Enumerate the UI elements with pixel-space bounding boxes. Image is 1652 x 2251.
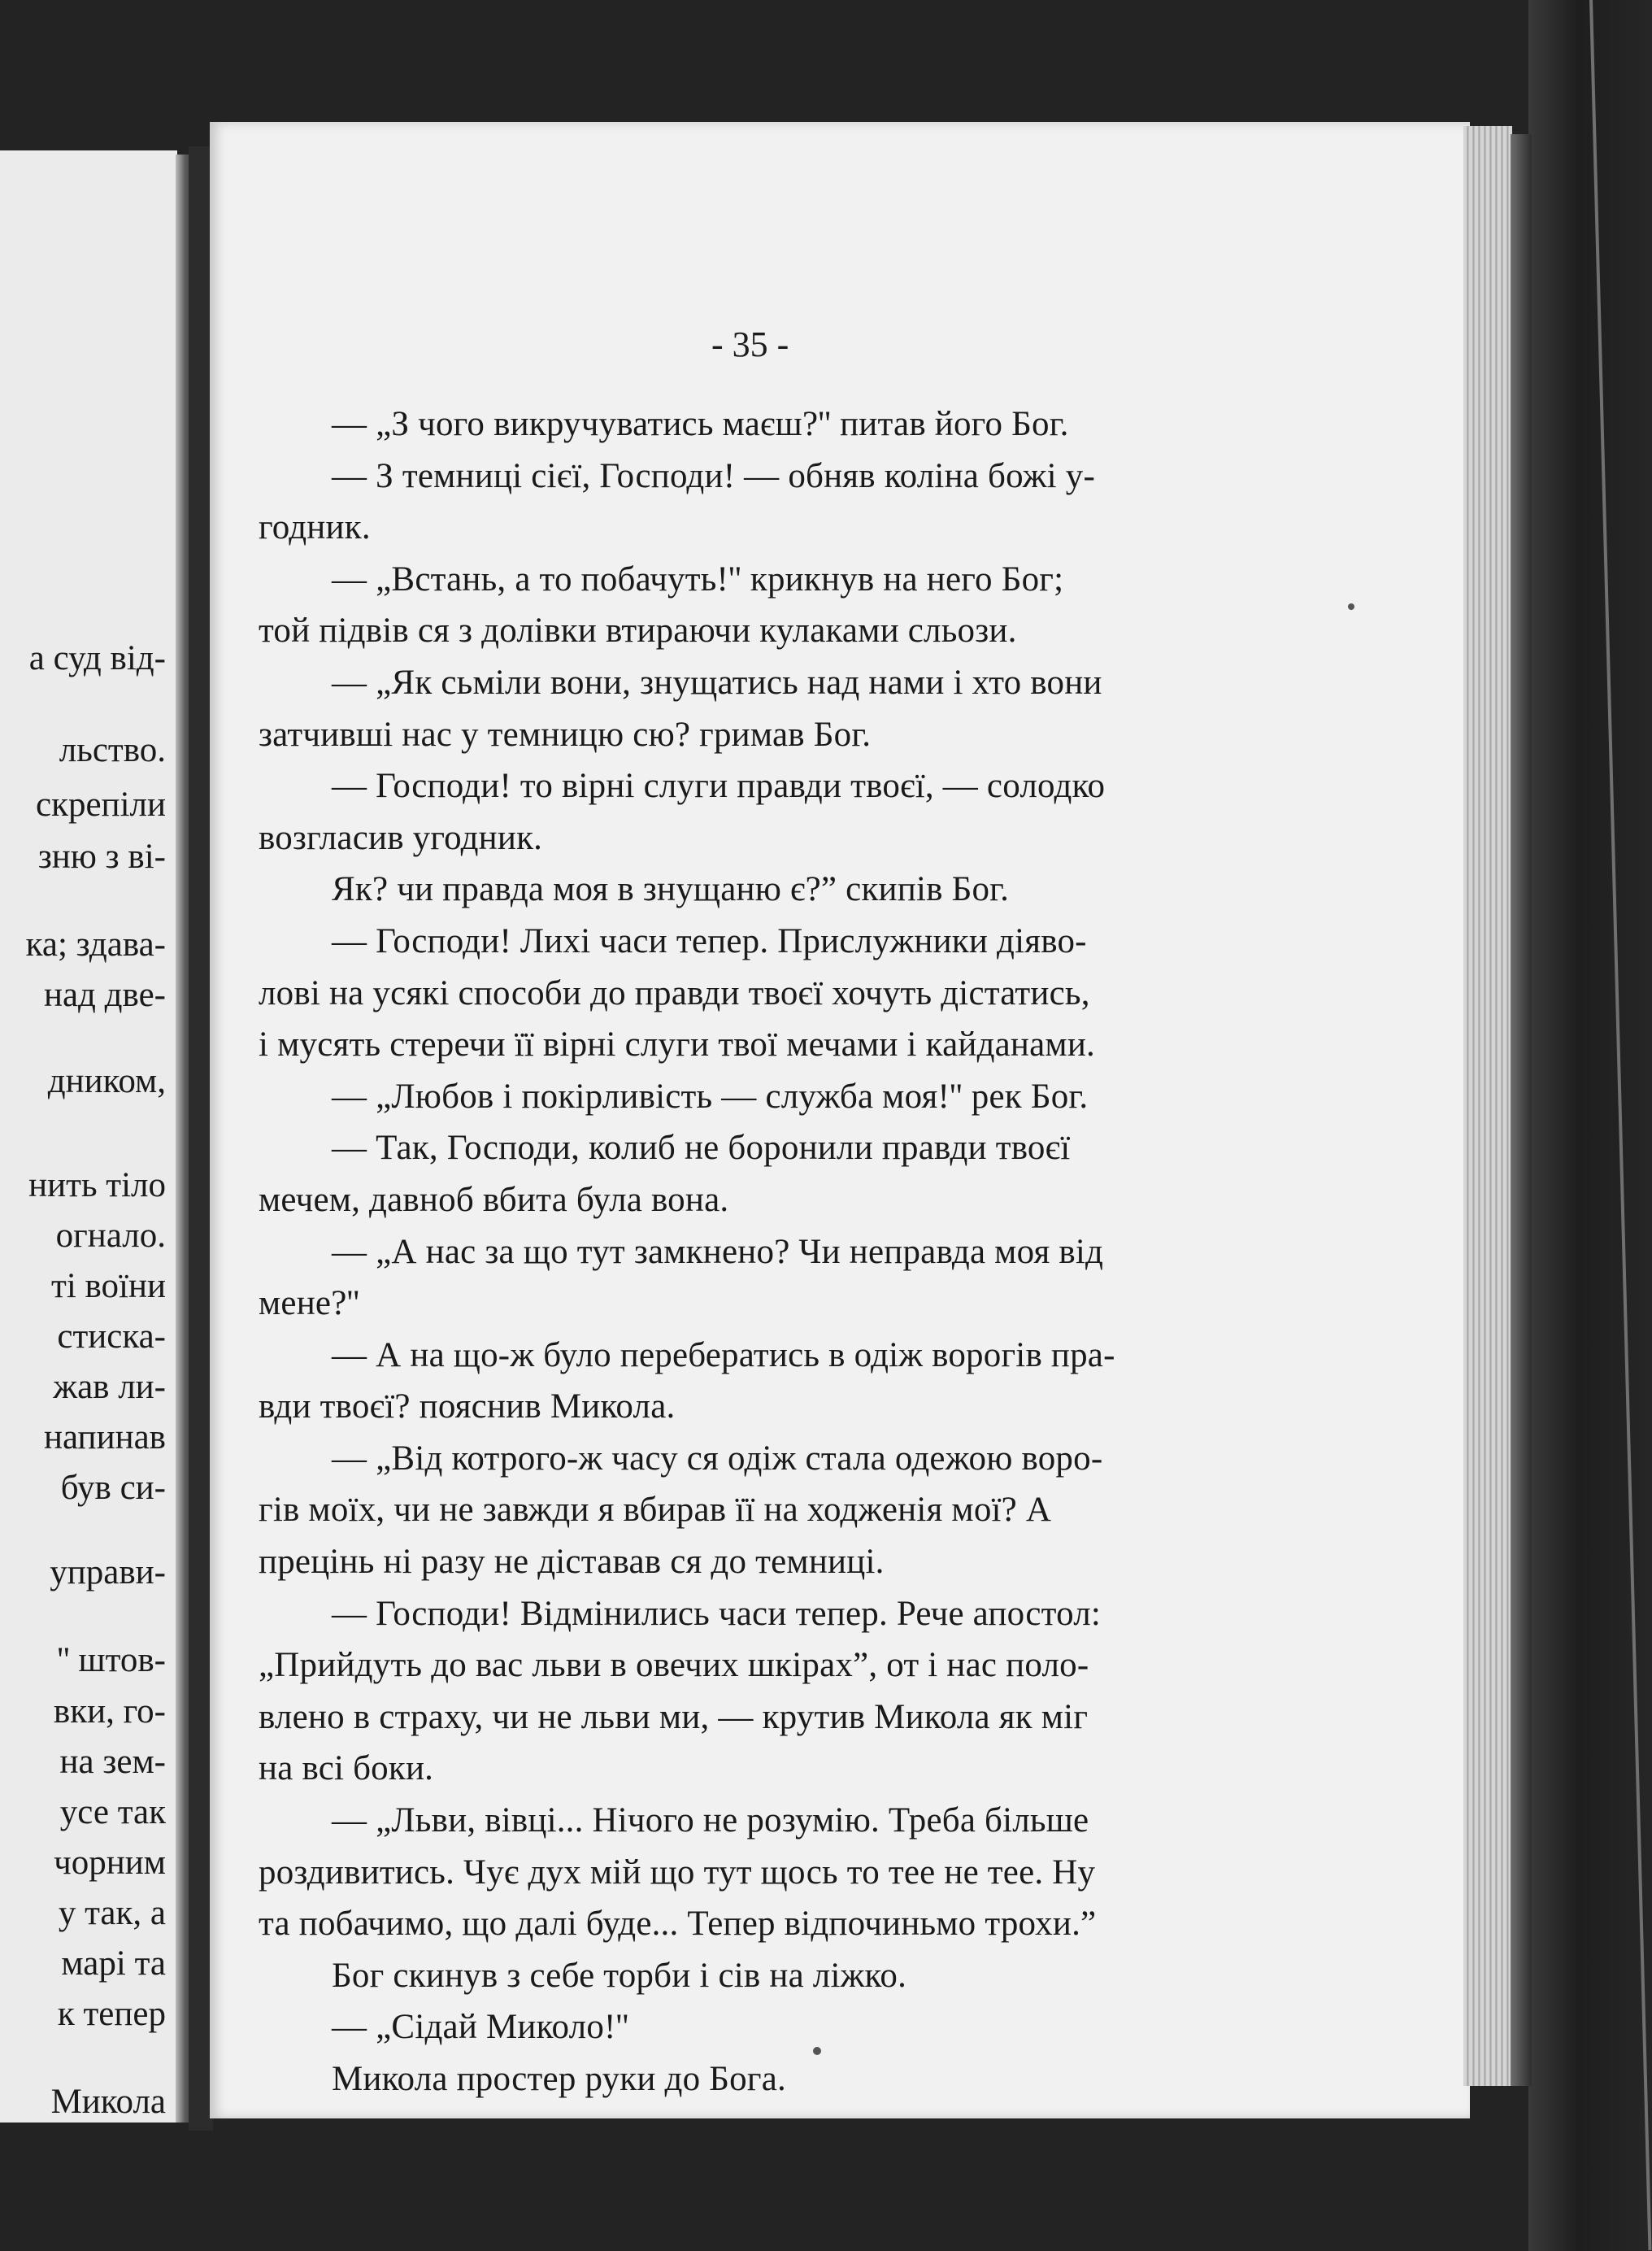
text-line: Як? чи правда моя в знущаню є?” скипів Бог. [332, 870, 1010, 909]
left-page-line: стиска- [57, 1317, 166, 1356]
text-line: роздивитись. Чує дух мій що тут щось то тее не тее. Ну [259, 1853, 1096, 1892]
text-line: — „Сідай Миколо!'' [332, 2008, 629, 2047]
text-line: мене?'' [259, 1284, 360, 1323]
text-line: і мусять стеречи її вірні слуги твої мечами і кайданами. [259, 1025, 1096, 1065]
left-page-line: Микола [50, 2083, 166, 2121]
body-text [259, 398, 1275, 2105]
left-page-line: ка; здава- [25, 925, 166, 964]
left-page-line: на зем- [59, 1743, 166, 1781]
left-page-line: ті воїни [51, 1267, 166, 1305]
text-line: — Господи! Лихі часи тепер. Прислужники діяво- [332, 921, 1087, 960]
text-line: влено в страху, чи не льви ми, — крутив Микола як міг [259, 1697, 1089, 1736]
left-page-line: огнало. [55, 1217, 166, 1255]
left-page-line: скрепіли [36, 786, 166, 824]
left-page-line: жав ли- [53, 1368, 166, 1406]
text-line: — „Встань, а то побачуть!'' крикнув на него Бог; [332, 559, 1064, 599]
text-line: — „А нас за що тут замкнено? Чи неправда моя від [332, 1232, 1104, 1271]
text-line: Бог скинув з себе торби і сів на ліжко. [332, 1956, 907, 1995]
left-page-line: чорним [54, 1844, 166, 1882]
left-page-line: усе так [59, 1793, 166, 1831]
left-page-line: був си- [60, 1469, 166, 1507]
left-page-line: над две- [43, 976, 166, 1014]
text-line: той підвів ся з долівки втираючи кулаками сльози. [259, 612, 1017, 651]
specks [813, 2047, 821, 2055]
page-stack-shadow [1511, 134, 1532, 2086]
left-page-line: у так, а [58, 1894, 166, 1932]
text-line: — З темниці сієї, Господи! — обняв коліна божі у- [332, 456, 1095, 495]
text-line: прецінь ні разу не діставав ся до темниці. [259, 1543, 885, 1582]
page-number: - 35 - [711, 324, 789, 364]
text-line: лові на усякі способи до правди твоєї хочуть дістатись, [259, 973, 1090, 1012]
left-page-line: управи- [50, 1553, 166, 1591]
left-page-line: вки, го- [53, 1692, 166, 1731]
text-line: — „Любов і покірливість — служба моя!'' рек Бог. [332, 1077, 1089, 1116]
specks [1348, 603, 1354, 610]
page-stack-edge [1463, 126, 1512, 2086]
text-line: — Так, Господи, колиб не боронили правди твоєї [332, 1129, 1071, 1168]
text-line: годник. [259, 508, 371, 547]
left-page-line: к тепер [57, 1995, 166, 2033]
text-line: „Прийдуть до вас льви в овечих шкірах”, от і нас поло- [259, 1646, 1089, 1685]
left-page-line: напинав [44, 1418, 166, 1456]
left-page-line: марі та [61, 1944, 166, 1983]
text-line: — „Від котрого-ж часу ся одіж стала одежою воро- [332, 1439, 1103, 1478]
text-line: — Господи! Відмінились часи тепер. Рече апостол: [332, 1594, 1102, 1633]
text-line: возгласив угодник. [259, 818, 543, 857]
text-line: — „Льви, вівці... Нічого не розумію. Треба більше [332, 1801, 1089, 1840]
text-line: — „З чого викручуватись маєш?'' питав його Бог. [332, 405, 1069, 443]
left-page-line: льство. [59, 731, 166, 769]
text-line: та побачимо, що далі буде... Тепер відпочиньмо трохи.” [259, 1905, 1097, 1944]
left-page-line: а суд від- [28, 639, 166, 677]
text-line: — А на що-ж було перебератись в одіж ворогів пра- [332, 1335, 1115, 1374]
text-line: Микола простер руки до Бога. [332, 2060, 786, 2098]
left-page-line: зню з ві- [37, 838, 166, 876]
text-line: — Господи! то вірні слуги правди твоєї, — солодко [332, 767, 1106, 806]
left-page-line: '' штов- [57, 1641, 166, 1679]
text-line: — „Як сьміли вони, знущатись над нами і хто вони [332, 663, 1102, 702]
left-page-line: нить тіло [28, 1166, 166, 1204]
text-line: на всі боки. [259, 1749, 434, 1788]
left-page-line: дником, [47, 1062, 166, 1100]
left-page [0, 150, 177, 2123]
text-line: мечем, давноб вбита була вона. [259, 1180, 729, 1219]
text-line: вди твоєї? пояснив Микола. [259, 1387, 676, 1426]
text-line: гів моїх, чи не завжди я вбирав її на ходженія мої? А [259, 1491, 1052, 1530]
text-line: затчивші нас у темницю сю? гримав Бог. [259, 715, 872, 754]
